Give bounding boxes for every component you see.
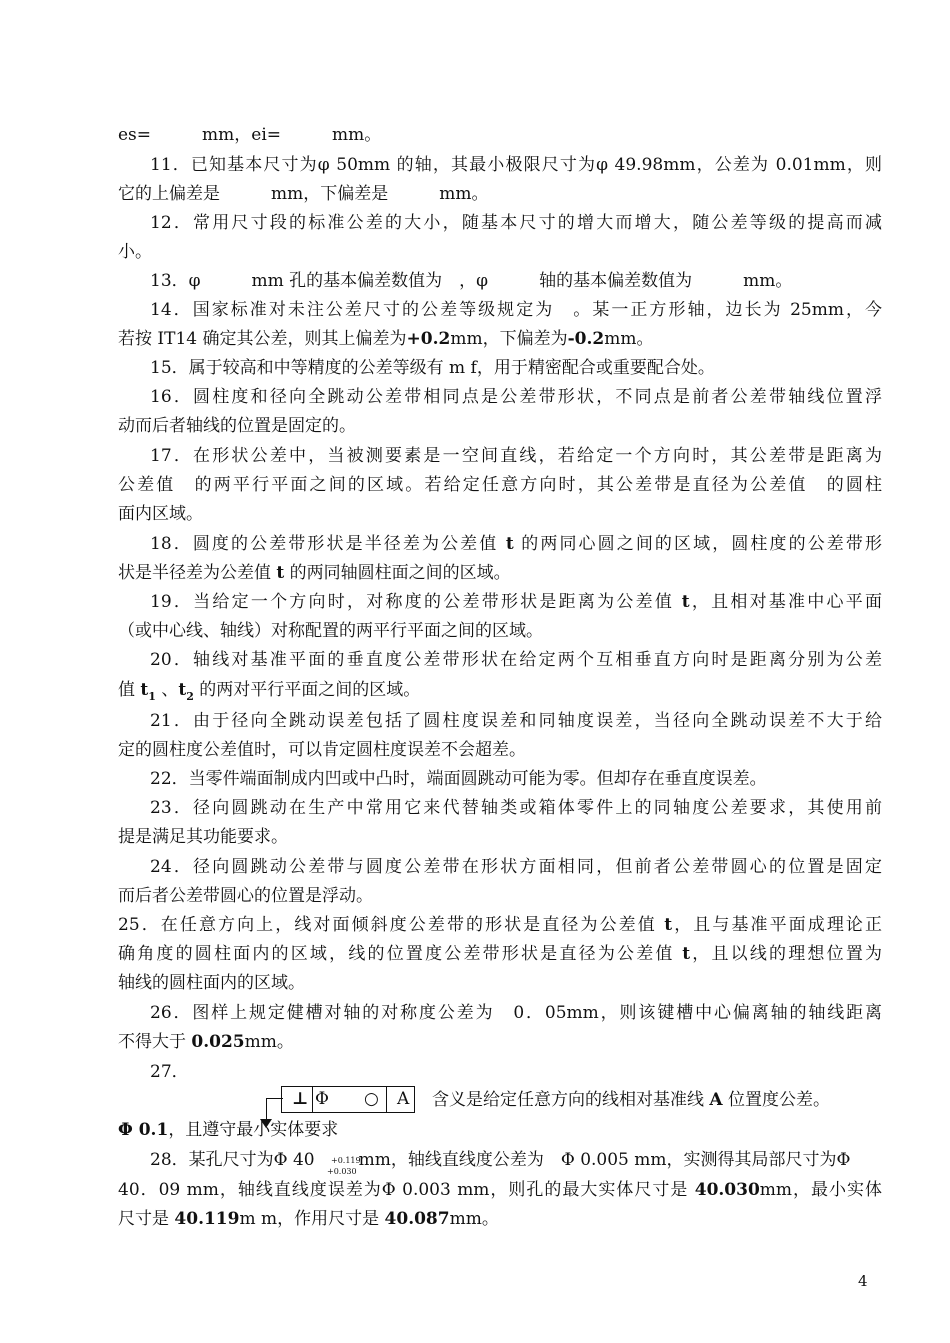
text: 含义是给定任意方向的线相对基准线 (432, 1090, 710, 1110)
text: 的两同心圆之间的区域，圆柱度的公差带形 (513, 534, 882, 554)
item-15: 15．属于较高和中等精度的公差等级有 m f，用于精密配合或重要配合处。 (150, 358, 715, 378)
item-25-line-3: 轴线的圆柱面内的区域。 (118, 973, 305, 993)
leader-line (266, 1098, 283, 1099)
upper-tolerance: +0.119 (331, 1156, 361, 1165)
datum-a: A (709, 1090, 723, 1110)
text: mm。 (244, 1032, 294, 1052)
text: 状是半径差为公差值 (118, 563, 277, 583)
perpendicularity-icon: ⊥ (292, 1089, 309, 1109)
item-19-line-2: （或中心线、轴线）对称配置的两平行平面之间的区域。 (118, 621, 543, 641)
item-19-line-1 (150, 592, 882, 612)
text: ，且以线的理想位置为 (690, 944, 883, 964)
item-13: 13．φ mm 孔的基本偏差数值为 ，φ 轴的基本偏差数值为 mm。 (150, 271, 793, 291)
item-17-line-3: 面内区域。 (118, 504, 203, 524)
item-20-line-1: 20．轴线对基准平面的垂直度公差带形状在给定两个互相垂直方向时是距离分别为公差 (150, 650, 882, 670)
text: m m，作用尺寸是 (239, 1209, 385, 1229)
symbol-t: t (276, 563, 285, 583)
item-27-meaning (432, 1090, 882, 1110)
lower-tolerance: +0.030 (327, 1167, 357, 1176)
symbol-t: t (681, 592, 690, 612)
item-14-line-2 (118, 329, 882, 349)
text: 、 (155, 680, 179, 700)
item-11-line-1: 11．已知基本尺寸为φ 50mm 的轴，其最小极限尺寸为φ 49.98mm，公差为 0.01mm，则 (150, 155, 882, 175)
symbol-t1: $t_1$ (140, 680, 156, 703)
max-material-size: 40.030 (694, 1180, 760, 1200)
text: 尺寸是 (118, 1209, 175, 1229)
item-23-line-2: 提是满足其功能要求。 (118, 827, 288, 847)
item-20-line-2 (118, 680, 882, 707)
text: 若按 IT14 确定其公差，则其上偏差为 (118, 329, 407, 349)
text: 值 (118, 680, 141, 700)
item-24-line-2: 而后者公差带圆心的位置是浮动。 (118, 886, 373, 906)
text: mm。 (449, 1209, 499, 1229)
symbol-t: t (664, 915, 673, 935)
symbol-t2: $t_2$ (178, 680, 194, 703)
item-25-line-1 (118, 915, 882, 935)
upper-deviation: +0.2 (406, 329, 451, 349)
item-16-line-1: 16．圆柱度和径向全跳动公差带相同点是公差带形状，不同点是前者公差带轴线位置浮 (150, 387, 882, 407)
text: 28．某孔尺寸为Φ 40 (150, 1150, 315, 1170)
value-0-025: 0.025 (191, 1032, 245, 1052)
item-18-line-1 (150, 534, 882, 554)
symbol-t: t (682, 944, 691, 964)
item-16-line-2: 动而后者轴线的位置是固定的。 (118, 416, 356, 436)
text: 位置度公差。 (722, 1090, 831, 1110)
item-24-line-1: 24．径向圆跳动公差带与圆度公差带在形状方面相同，但前者公差带圆心的位置是固定 (150, 857, 882, 877)
item-21-line-1: 21．由于径向全跳动误差包括了圆柱度误差和同轴度误差，当径向全跳动误差不大于给 (150, 711, 882, 731)
item-23-line-1: 23．径向圆跳动在生产中常用它来代替轴类或箱体零件上的同轴度公差要求，其使用前 (150, 798, 882, 818)
item-12-line-1: 12．常用尺寸段的标准公差的大小，随基本尺寸的增大而增大，随公差等级的提高而减 (150, 213, 882, 233)
text: mm。 (604, 329, 654, 349)
text: mm，下偏差为 (450, 329, 568, 349)
item-26-line-2 (118, 1032, 882, 1052)
text: 25．在任意方向上，线对面倾斜度公差带的形状是直径为公差值 (118, 915, 665, 935)
text: mm，最小实体 (759, 1180, 882, 1200)
text: mm，轴线直线度公差为 Φ 0.005 mm，实测得其局部尺寸为Φ (358, 1150, 851, 1170)
text: ，且相对基准中心平面 (689, 592, 883, 612)
text: 的两对平行平面之间的区域。 (193, 680, 421, 700)
item-28-line-1 (150, 1150, 882, 1170)
item-18-line-2 (118, 563, 882, 583)
text: 的两同轴圆柱面之间的区域。 (284, 563, 511, 583)
item-27-line-2 (118, 1120, 882, 1140)
item-12-line-2: 小。 (118, 242, 152, 262)
text-line: es= mm，ei= mm。 (118, 125, 382, 145)
symbol-t: t (505, 534, 514, 554)
item-21-line-2: 定的圆柱度公差值时，可以肯定圆柱度误差不会超差。 (118, 740, 526, 760)
text: 40．09 mm，轴线直线度误差为Φ 0.003 mm，则孔的最大实体尺寸是 (118, 1180, 695, 1200)
text: 确角度的圆柱面内的区域，线的位置度公差带形状是直径为公差值 (118, 944, 683, 964)
datum-label: A (397, 1089, 410, 1109)
item-22: 22．当零件端面制成内凹或中凸时，端面圆跳动可能为零。但却存在垂直度误差。 (150, 769, 767, 789)
item-25-line-2 (118, 944, 882, 964)
circle-icon: ○ (364, 1089, 379, 1109)
item-28-line-3 (118, 1209, 882, 1229)
text: 19．当给定一个方向时，对称度的公差带形状是距离为公差值 (150, 592, 682, 612)
item-26-line-1: 26．图样上规定健槽对轴的对称度公差为 0．05mm，则该键槽中心偏离轴的轴线距离 (150, 1003, 882, 1023)
feature-control-frame (281, 1086, 415, 1113)
item-14-line-1: 14．国家标准对未注公差尺寸的公差等级规定为 。某一正方形轴，边长为 25mm，今 (150, 300, 882, 320)
item-11-line-2: 它的上偏差是 mm，下偏差是 mm。 (118, 184, 489, 204)
lower-deviation: -0.2 (567, 329, 605, 349)
effective-size: 40.087 (384, 1209, 450, 1229)
text: ，且与基准平面成理论正 (672, 915, 882, 935)
text: ，且遵守最小实体要求 (168, 1120, 339, 1140)
item-17-line-2: 公差值 的两平行平面之间的区域。若给定任意方向时，其公差带是直径为公差值 的圆柱 (118, 475, 882, 495)
item-27-number: 27． (150, 1062, 189, 1082)
item-28-line-2 (118, 1180, 882, 1200)
diameter-symbol: Φ (315, 1089, 329, 1109)
text: 18．圆度的公差带形状是半径差为公差值 (150, 534, 506, 554)
item-17-line-1: 17．在形状公差中，当被测要素是一空间直线，若给定一个方向时，其公差带是距离为 (150, 446, 882, 466)
text: 不得大于 (118, 1032, 192, 1052)
min-material-size: 40.119 (174, 1209, 240, 1229)
tolerance-value: Φ 0.1 (118, 1120, 169, 1140)
page-number: 4 (858, 1272, 868, 1290)
